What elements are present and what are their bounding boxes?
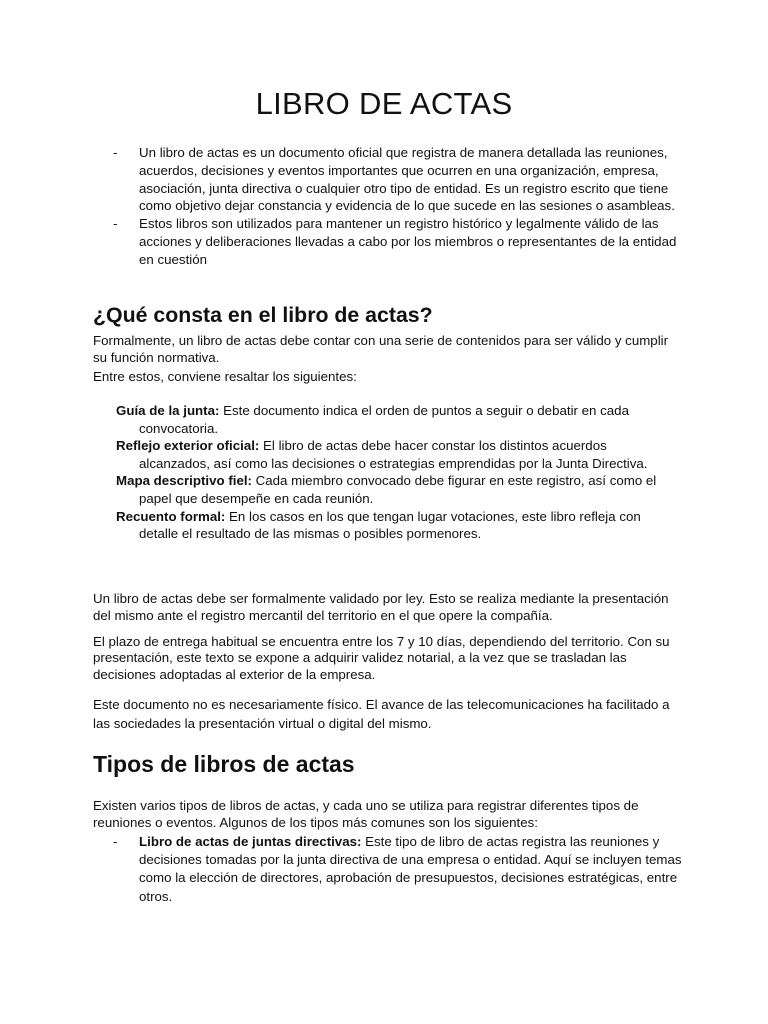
definition-list — [116, 402, 676, 543]
paragraph: Entre estos, conviene resaltar los siguientes: — [93, 369, 357, 384]
list-item-text: Este tipo de libro de actas registra las reuniones y decisiones tomadas por la junta directiva de una empresa o entidad. Aquí se incluyen temas como la elección de directores, aprobación de presupuestos, decisiones estratégicas, entre otros. — [139, 834, 682, 904]
section-heading-types: Tipos de libros de actas — [93, 751, 355, 777]
paragraph: Este documento no es necesariamente físico. El avance de las telecomunicaciones ha facilitado a las sociedades la presentación virtual o digital del mismo. — [93, 697, 670, 731]
page-title: LIBRO DE ACTAS — [255, 86, 513, 121]
definition-item — [116, 402, 676, 437]
list-item-text: Un libro de actas es un documento oficial que registra de manera detallada las reuniones, acuerdos, decisiones y eventos importantes que ocurren en una organización, empresa, asociación, junta directiva o cualquier otro tipo de entidad. Es un registro escrito que tiene como objetivo dejar constancia y evidencia de lo que sucede en las sesiones o asambleas. — [139, 145, 675, 214]
definition-text: Este documento indica el orden de puntos a seguir o debatir en cada convocatoria. — [139, 403, 629, 436]
paragraph: Un libro de actas debe ser formalmente validado por ley. Esto se realiza mediante la presentación del mismo ante el registro mercantil del territorio en el que opere la compañía. — [93, 591, 669, 624]
definition-text: El libro de actas debe hacer constar los distintos acuerdos alcanzados, así como las decisiones o estrategias emprendidas por la Junta Directiva. — [139, 438, 648, 471]
list-marker: - — [113, 145, 118, 160]
types-list — [113, 833, 683, 906]
definition-text: Cada miembro convocado debe figurar en este registro, así como el papel que desempeñe en cada reunión. — [139, 473, 657, 506]
list-marker: - — [113, 216, 118, 232]
definition-term: Guía de la junta: — [116, 403, 220, 418]
list-item-term: Libro de actas de juntas directivas: — [139, 834, 362, 849]
intro-list — [113, 144, 683, 269]
definition-term: Recuento formal: — [116, 508, 226, 524]
definition-term: Reflejo exterior oficial: — [116, 438, 260, 454]
definition-text: En los casos en los que tengan lugar votaciones, este libro refleja con detalle el resultado de las mismas o posibles pormenores. — [139, 508, 641, 542]
section-heading-contents: ¿Qué consta en el libro de actas? — [93, 303, 433, 327]
list-item — [113, 215, 683, 268]
definition-item — [116, 472, 676, 507]
list-item — [113, 833, 683, 906]
definition-term: Mapa descriptivo fiel: — [116, 473, 252, 489]
definition-item — [116, 437, 676, 472]
paragraph: Formalmente, un libro de actas debe contar con una serie de contenidos para ser válido y cumplir su función normativa. — [93, 333, 669, 366]
list-item — [113, 144, 683, 215]
paragraph: El plazo de entrega habitual se encuentra entre los 7 y 10 días, dependiendo del territorio. Con su presentación, este texto se expone a adquirir validez notarial, a la vez que se trasladan las decisiones adoptadas al exterior de la empresa. — [93, 634, 670, 682]
list-item-text: Estos libros son utilizados para mantener un registro histórico y legalmente válido de las acciones y deliberaciones llevadas a cabo por los miembros o representantes de la entidad en cuestión — [139, 216, 677, 267]
definition-item — [116, 508, 676, 543]
list-marker: - — [113, 834, 118, 849]
paragraph: Existen varios tipos de libros de actas, y cada uno se utiliza para registrar diferentes tipos de reuniones o eventos. Algunos de los tipos más comunes son los siguientes: — [93, 798, 639, 831]
